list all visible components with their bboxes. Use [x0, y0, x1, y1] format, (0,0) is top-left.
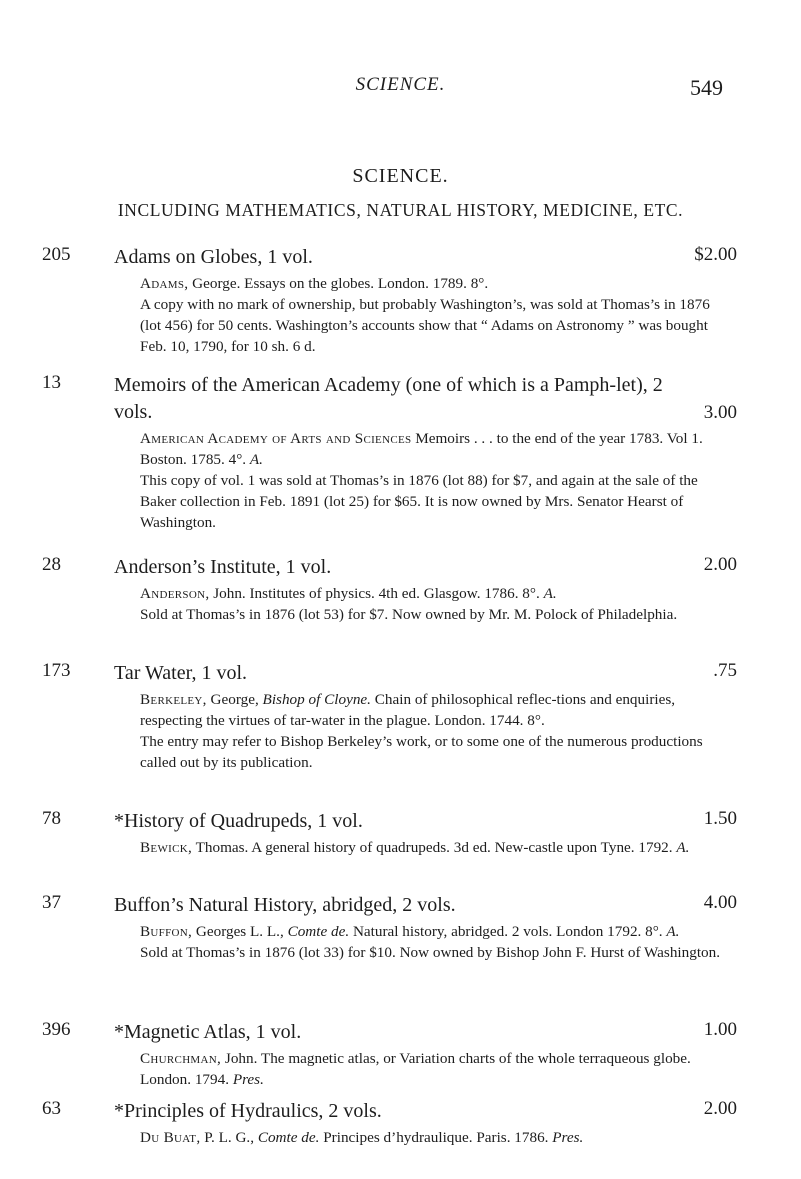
ownership-mark: A.: [249, 451, 263, 468]
entry-title: Adams on Globes, 1 vol.: [114, 246, 313, 268]
bibliographic-citation: Berkeley, George, Bishop of Cloyne. Chain of philosophical reflec-tions and enquiries, respecting the virtues of tar-water in the plague. London. 1744. 8°.: [140, 691, 676, 729]
author-title: Comte de.: [287, 923, 350, 940]
provenance-note: Sold at Thomas’s in 1876 (lot 33) for $10. Now owned by Bishop John F. Hurst of Washington.: [140, 944, 721, 961]
provenance-note: The entry may refer to Bishop Berkeley’s work, or to some one of the numerous productions called out by its publication.: [140, 733, 703, 771]
entry-description: [140, 583, 725, 625]
running-head: [0, 74, 801, 104]
entry-title: Buffon’s Natural History, abridged, 2 vols.: [114, 894, 456, 916]
entry-price: 1.00: [703, 1019, 737, 1040]
author-name: Churchman,: [140, 1050, 222, 1067]
entry-price: 2.00: [703, 1098, 737, 1119]
entry-description: [140, 1048, 725, 1090]
ownership-mark: Pres.: [552, 1129, 584, 1146]
entry-title: Tar Water, 1 vol.: [114, 662, 247, 684]
entry-title: Anderson’s Institute, 1 vol.: [114, 556, 332, 578]
entry-price: 4.00: [703, 892, 737, 913]
running-title: SCIENCE.: [355, 74, 446, 95]
ownership-mark: Pres.: [232, 1071, 264, 1088]
author-name: Bewick,: [140, 839, 193, 856]
author-name: American Academy of Arts and Sciences: [140, 430, 412, 447]
lot-number: 173: [42, 660, 71, 681]
entry-description: [140, 921, 725, 963]
bibliographic-citation: Churchman, John. The magnetic atlas, or Variation charts of the whole terraqueous globe. London. 1794. Pres.: [140, 1050, 691, 1088]
entry-description: [140, 1127, 725, 1148]
entry-price: .75: [713, 660, 737, 681]
provenance-note: Sold at Thomas’s in 1876 (lot 53) for $7. Now owned by Mr. M. Polock of Philadelphia.: [140, 606, 678, 623]
bibliographic-citation: Anderson, John. Institutes of physics. 4th ed. Glasgow. 1786. 8°. A.: [140, 585, 557, 602]
bibliographic-citation: Du Buat, P. L. G., Comte de. Principes d’hydraulique. Paris. 1786. Pres.: [140, 1129, 584, 1146]
lot-number: 63: [42, 1098, 61, 1119]
page-number: 549: [690, 75, 723, 100]
ownership-mark: A.: [666, 923, 680, 940]
entry-description: [140, 837, 725, 858]
ownership-mark: A.: [676, 839, 690, 856]
lot-number: 13: [42, 372, 61, 393]
entry-price: $2.00: [694, 244, 737, 265]
bibliographic-citation: American Academy of Arts and Sciences Memoirs . . . to the end of the year 1783. Vol 1. Boston. 1785. 4°. A.: [140, 430, 703, 468]
lot-number: 205: [42, 244, 71, 265]
author-name: Berkeley,: [140, 691, 207, 708]
bibliographic-citation: Bewick, Thomas. A general history of quadrupeds. 3d ed. New-castle upon Tyne. 1792. A.: [140, 839, 690, 856]
entry-title: *Principles of Hydraulics, 2 vols.: [114, 1100, 382, 1122]
section-subtitle: INCLUDING MATHEMATICS, NATURAL HISTORY, MEDICINE, ETC.: [117, 200, 684, 220]
entry-title: *History of Quadrupeds, 1 vol.: [114, 810, 363, 832]
author-title: Comte de.: [257, 1129, 320, 1146]
entry-description: [140, 689, 725, 773]
lot-number: 37: [42, 892, 61, 913]
entry-description: [140, 428, 725, 533]
author-title: Bishop of Cloyne.: [262, 691, 371, 708]
entry-title: *Magnetic Atlas, 1 vol.: [114, 1021, 302, 1043]
lot-number: 396: [42, 1019, 71, 1040]
lot-number: 28: [42, 554, 61, 575]
provenance-note: This copy of vol. 1 was sold at Thomas’s in 1876 (lot 88) for $7, and again at the sale of the Baker collection in Feb. 1891 (lot 25) for $65. It is now owned by Mrs. Senator Hearst of Washington.: [140, 472, 698, 531]
ownership-mark: A.: [543, 585, 557, 602]
provenance-note: A copy with no mark of ownership, but probably Washington’s, was sold at Thomas’s in 1876 (lot 456) for 50 cents. Washington’s accounts show that “ Adams on Astronomy ” was bought Feb. 10, 1790, for 10 sh. 6 d.: [140, 296, 710, 355]
bibliographic-citation: Buffon, Georges L. L., Comte de. Natural history, abridged. 2 vols. London 1792. 8°. A.: [140, 923, 680, 940]
lot-number: 78: [42, 808, 61, 829]
entry-price: 3.00: [703, 402, 737, 423]
author-name: Du Buat,: [140, 1129, 201, 1146]
entry-description: [140, 273, 725, 357]
entry-title: Memoirs of the American Academy (one of which is a Pamph-let), 2 vols.: [114, 374, 663, 423]
bibliographic-citation: Adams, George. Essays on the globes. London. 1789. 8°.: [140, 275, 489, 292]
author-name: Buffon,: [140, 923, 193, 940]
entry-price: 1.50: [703, 808, 737, 829]
author-name: Anderson,: [140, 585, 210, 602]
author-name: Adams,: [140, 275, 189, 292]
section-title: SCIENCE.: [352, 165, 449, 187]
entry-price: 2.00: [703, 554, 737, 575]
